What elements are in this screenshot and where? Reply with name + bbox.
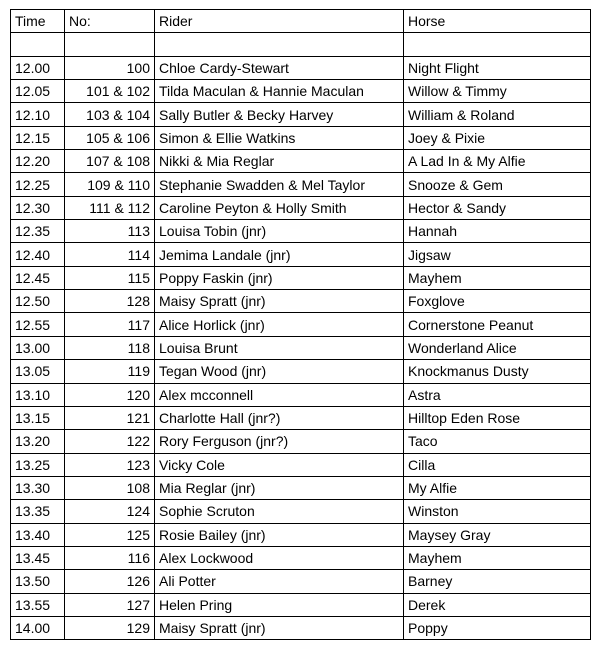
time-cell: 13.15: [11, 406, 65, 429]
number-cell: 101 & 102: [65, 80, 155, 103]
rider-cell: Rosie Bailey (jnr): [155, 523, 404, 546]
horse-cell: Mayhem: [404, 266, 591, 289]
horse-cell: Hector & Sandy: [404, 196, 591, 219]
number-cell: 128: [65, 290, 155, 313]
horse-cell: Poppy: [404, 616, 591, 639]
rider-cell: Chloe Cardy-Stewart: [155, 56, 404, 79]
table-row: [11, 476, 591, 499]
table-row: [11, 430, 591, 453]
schedule-body: [11, 10, 591, 640]
time-cell: 12.35: [11, 220, 65, 243]
rider-cell: Poppy Faskin (jnr): [155, 266, 404, 289]
table-row: [11, 220, 591, 243]
time-cell: 12.10: [11, 103, 65, 126]
horse-cell: Maysey Gray: [404, 523, 591, 546]
horse-cell: A Lad In & My Alfie: [404, 150, 591, 173]
table-row: [11, 616, 591, 639]
time-cell: 12.20: [11, 150, 65, 173]
header-row: [11, 10, 591, 33]
table-row: [11, 266, 591, 289]
rider-cell: Maisy Spratt (jnr): [155, 290, 404, 313]
number-cell: 119: [65, 360, 155, 383]
number-cell: 103 & 104: [65, 103, 155, 126]
time-cell: 12.30: [11, 196, 65, 219]
time-cell: 13.35: [11, 500, 65, 523]
horse-cell: Snooze & Gem: [404, 173, 591, 196]
rider-cell: Alice Horlick (jnr): [155, 313, 404, 336]
table-row: [11, 56, 591, 79]
time-cell: 12.05: [11, 80, 65, 103]
horse-cell: Willow & Timmy: [404, 80, 591, 103]
table-row: [11, 336, 591, 359]
horse-cell: Jigsaw: [404, 243, 591, 266]
blank-cell: [65, 33, 155, 56]
rider-cell: Jemima Landale (jnr): [155, 243, 404, 266]
blank-cell: [404, 33, 591, 56]
rider-cell: Sophie Scruton: [155, 500, 404, 523]
number-cell: 126: [65, 570, 155, 593]
table-row: [11, 126, 591, 149]
horse-cell: Astra: [404, 383, 591, 406]
rider-cell: Tilda Maculan & Hannie Maculan: [155, 80, 404, 103]
time-cell: 12.00: [11, 56, 65, 79]
header-no: No:: [65, 10, 155, 33]
blank-cell: [155, 33, 404, 56]
time-cell: 12.55: [11, 313, 65, 336]
header-horse: Horse: [404, 10, 591, 33]
rider-cell: Alex mcconnell: [155, 383, 404, 406]
number-cell: 109 & 110: [65, 173, 155, 196]
number-cell: 121: [65, 406, 155, 429]
horse-cell: Derek: [404, 593, 591, 616]
table-row: [11, 546, 591, 569]
horse-cell: Night Flight: [404, 56, 591, 79]
time-cell: 12.50: [11, 290, 65, 313]
horse-cell: Joey & Pixie: [404, 126, 591, 149]
table-row: [11, 570, 591, 593]
time-cell: 12.15: [11, 126, 65, 149]
number-cell: 116: [65, 546, 155, 569]
number-cell: 114: [65, 243, 155, 266]
horse-cell: My Alfie: [404, 476, 591, 499]
number-cell: 111 & 112: [65, 196, 155, 219]
horse-cell: Foxglove: [404, 290, 591, 313]
header-time: Time: [11, 10, 65, 33]
rider-cell: Louisa Brunt: [155, 336, 404, 359]
number-cell: 122: [65, 430, 155, 453]
horse-cell: Hannah: [404, 220, 591, 243]
horse-cell: Barney: [404, 570, 591, 593]
table-row: [11, 360, 591, 383]
table-row: [11, 243, 591, 266]
table-row: [11, 290, 591, 313]
horse-cell: Cilla: [404, 453, 591, 476]
rider-cell: Simon & Ellie Watkins: [155, 126, 404, 149]
rider-cell: Stephanie Swadden & Mel Taylor: [155, 173, 404, 196]
horse-cell: William & Roland: [404, 103, 591, 126]
time-cell: 13.20: [11, 430, 65, 453]
number-cell: 124: [65, 500, 155, 523]
time-cell: 13.40: [11, 523, 65, 546]
number-cell: 129: [65, 616, 155, 639]
rider-cell: Helen Pring: [155, 593, 404, 616]
time-cell: 12.40: [11, 243, 65, 266]
table-row: [11, 80, 591, 103]
number-cell: 118: [65, 336, 155, 359]
time-cell: 12.25: [11, 173, 65, 196]
number-cell: 100: [65, 56, 155, 79]
horse-cell: Hilltop Eden Rose: [404, 406, 591, 429]
time-cell: 13.50: [11, 570, 65, 593]
rider-cell: Tegan Wood (jnr): [155, 360, 404, 383]
horse-cell: Knockmanus Dusty: [404, 360, 591, 383]
rider-cell: Vicky Cole: [155, 453, 404, 476]
table-row: [11, 103, 591, 126]
time-cell: 13.10: [11, 383, 65, 406]
time-cell: 13.25: [11, 453, 65, 476]
rider-cell: Charlotte Hall (jnr?): [155, 406, 404, 429]
rider-cell: Caroline Peyton & Holly Smith: [155, 196, 404, 219]
time-cell: 14.00: [11, 616, 65, 639]
number-cell: 115: [65, 266, 155, 289]
table-row: [11, 453, 591, 476]
header-rider: Rider: [155, 10, 404, 33]
rider-cell: Ali Potter: [155, 570, 404, 593]
blank-cell: [11, 33, 65, 56]
horse-cell: Taco: [404, 430, 591, 453]
rider-cell: Sally Butler & Becky Harvey: [155, 103, 404, 126]
rider-cell: Rory Ferguson (jnr?): [155, 430, 404, 453]
number-cell: 105 & 106: [65, 126, 155, 149]
table-row: [11, 593, 591, 616]
table-row: [11, 383, 591, 406]
number-cell: 107 & 108: [65, 150, 155, 173]
rider-cell: Maisy Spratt (jnr): [155, 616, 404, 639]
number-cell: 117: [65, 313, 155, 336]
horse-cell: Wonderland Alice: [404, 336, 591, 359]
number-cell: 120: [65, 383, 155, 406]
horse-cell: Mayhem: [404, 546, 591, 569]
table-row: [11, 150, 591, 173]
table-row: [11, 523, 591, 546]
rider-cell: Louisa Tobin (jnr): [155, 220, 404, 243]
blank-row: [11, 33, 591, 56]
number-cell: 125: [65, 523, 155, 546]
rider-cell: Mia Reglar (jnr): [155, 476, 404, 499]
table-row: [11, 173, 591, 196]
horse-cell: Cornerstone Peanut: [404, 313, 591, 336]
number-cell: 127: [65, 593, 155, 616]
number-cell: 108: [65, 476, 155, 499]
rider-cell: Alex Lockwood: [155, 546, 404, 569]
time-cell: 13.55: [11, 593, 65, 616]
time-cell: 13.00: [11, 336, 65, 359]
time-cell: 13.30: [11, 476, 65, 499]
time-cell: 13.05: [11, 360, 65, 383]
rider-cell: Nikki & Mia Reglar: [155, 150, 404, 173]
time-cell: 12.45: [11, 266, 65, 289]
schedule-table: [10, 9, 591, 640]
number-cell: 113: [65, 220, 155, 243]
table-row: [11, 406, 591, 429]
time-cell: 13.45: [11, 546, 65, 569]
table-row: [11, 313, 591, 336]
number-cell: 123: [65, 453, 155, 476]
horse-cell: Winston: [404, 500, 591, 523]
table-row: [11, 196, 591, 219]
table-row: [11, 500, 591, 523]
